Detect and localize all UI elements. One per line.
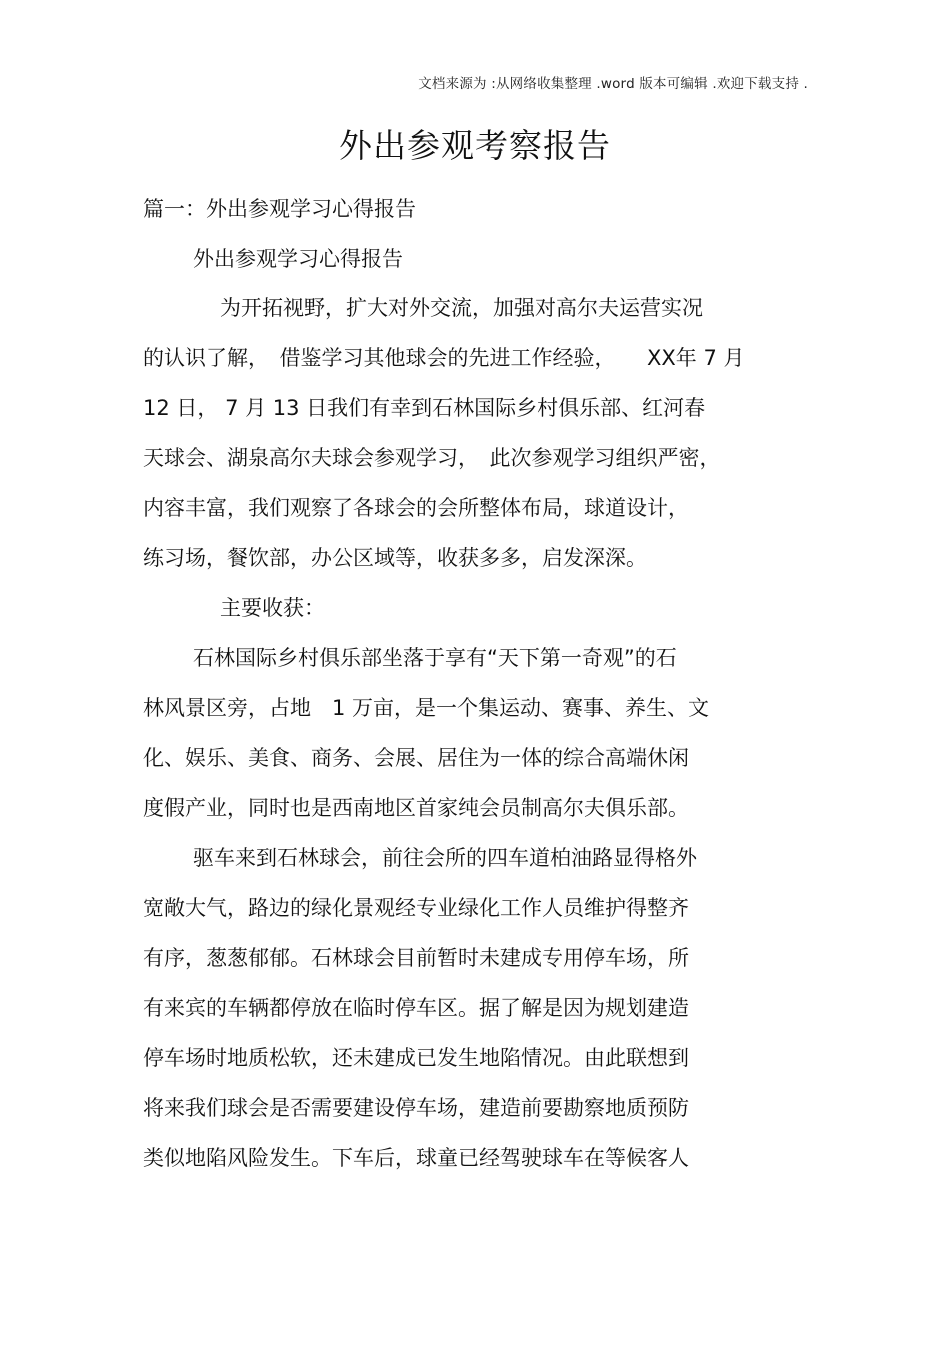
paragraph-line: 石林国际乡村俱乐部坐落于享有“天下第一奇观”的石 [193, 646, 677, 670]
paragraph-line: 化、娱乐、美食、商务、会展、居住为一体的综合高端休闲 [143, 746, 689, 770]
paragraph-line: 练习场，餐饮部，办公区域等，收获多多，启发深深。 [143, 546, 647, 570]
paragraph-line: 将来我们球会是否需要建设停车场，建造前要勘察地质预防 [143, 1096, 689, 1120]
paragraph-line: 的认识了解， 借鉴学习其他球会的先进工作经验， XX年 7 月 [143, 346, 745, 370]
paragraph-line: 天球会、湖泉高尔夫球会参观学习， 此次参观学习组织严密， [143, 446, 721, 470]
paragraph-line: 停车场时地质松软，还未建成已发生地陷情况。由此联想到 [143, 1046, 689, 1070]
paragraph-line: 驱车来到石林球会，前往会所的四车道柏油路显得格外 [193, 846, 697, 870]
paragraph-line: 有序，葱葱郁郁。石林球会目前暂时未建成专用停车场，所 [143, 946, 689, 970]
paragraph-line: 类似地陷风险发生。下车后，球童已经驾驶球车在等候客人 [143, 1146, 689, 1170]
paragraph-line: 为开拓视野，扩大对外交流，加强对高尔夫运营实况 [220, 296, 703, 320]
subsection-heading: 外出参观学习心得报告 [193, 247, 403, 271]
paragraph-line: 12 日， 7 月 13 日我们有幸到石林国际乡村俱乐部、红河春 [143, 396, 706, 420]
document-title: 外出参观考察报告 [339, 126, 611, 165]
header-source-note: 文档来源为 :从网络收集整理 .word 版本可编辑 .欢迎下载支持 . [418, 76, 808, 92]
paragraph-line: 林风景区旁，占地 1 万亩，是一个集运动、赛事、养生、文 [143, 696, 710, 720]
paragraph-line: 内容丰富，我们观察了各球会的会所整体布局，球道设计， [143, 496, 689, 520]
paragraph-heading: 主要收获： [220, 596, 325, 620]
section-heading: 篇一：外出参观学习心得报告 [143, 197, 416, 221]
paragraph-line: 有来宾的车辆都停放在临时停车区。据了解是因为规划建造 [143, 996, 689, 1020]
paragraph-line: 宽敞大气，路边的绿化景观经专业绿化工作人员维护得整齐 [143, 896, 689, 920]
paragraph-line: 度假产业，同时也是西南地区首家纯会员制高尔夫俱乐部。 [143, 796, 689, 820]
